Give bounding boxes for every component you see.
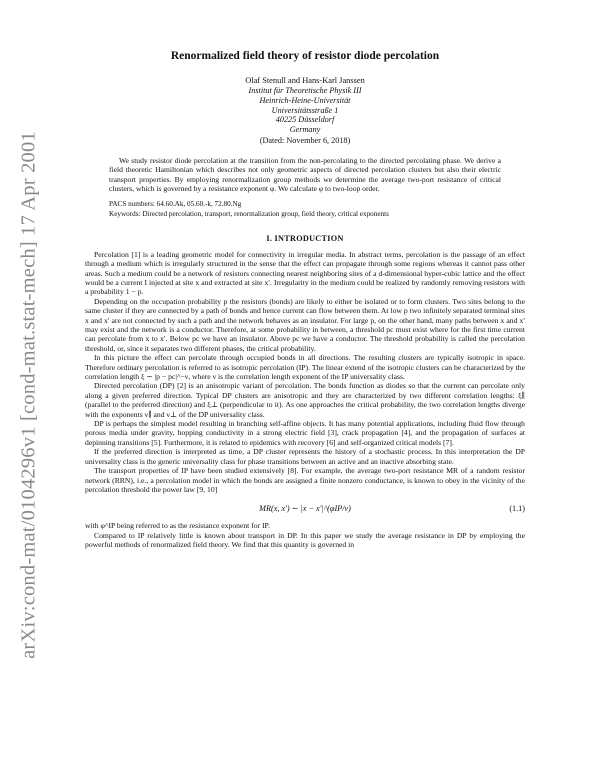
- body-paragraph: DP is perhaps the simplest model resulting in branching self-affine objects. It has many potential applications, including fluid flow through porous media under gravity, hopping conductivity in a strong electric field [3], crack propagation [4], and the propagation of surfaces at depinning transitions [5]. Furthermore, it is related to epidemics with recovery [6] and self-organized critical models [7].: [85, 419, 525, 447]
- affiliation-line: Institut für Theoretische Physik III: [248, 86, 362, 95]
- paper-date: (Dated: November 6, 2018): [259, 135, 351, 145]
- affiliation-line: Germany: [289, 125, 321, 135]
- section-heading: I. INTRODUCTION: [266, 233, 344, 243]
- equation-1-1: [85, 502, 525, 514]
- equation-body: MR(x, x′) ∼ |x − x′|^(φIP/ν): [259, 504, 351, 514]
- affiliation-line: Heinrich-Heine-Universität: [259, 95, 351, 105]
- body-paragraph: Depending on the occupation probability p the resistors (bonds) are likely to either be isolated or to form clusters. Two sites belong to the same cluster if they are connected by a path of bonds and hence current can flow between them. At low p two infinitely separated terminal sites x and x′ are not connected by such a path and the network behaves as an insulator. For large p, on the other hand, many paths between x and x′ may exist and the network is a conductor. Therefore, at some probability in between, a threshold pc must exist where for the first time current can percolate from x to x′. Below pc we have an insulator. Above pc we have a conductor. The threshold probability is called the percolation threshold, or, since it separates two different phases, the critical probability.: [85, 296, 525, 353]
- pacs-numbers: PACS numbers: 64.60.Ak, 05.60.-k, 72.80.Ng: [109, 200, 242, 209]
- body-paragraph: Compared to IP relatively little is known about transport in DP. In this paper we study the average resistance in DP by employing the powerful methods of renormalized field theory. We find that this quantity is governed in: [85, 530, 525, 550]
- arxiv-sidebar: [8, 85, 50, 705]
- body-paragraph: with φ^IP being referred to as the resistance exponent for IP.: [85, 521, 270, 531]
- paper-content: [85, 50, 525, 550]
- body-paragraph: The transport properties of IP have been studied extensively [8]. For example, the average two-port resistance MR of a random resistor network (RRN), i.e., a percolation model in which the bonds are assigned a finite nonzero conductance, is known to obey in the vicinity of the percolation threshold the power law [9, 10]: [85, 466, 525, 494]
- affiliation-line: 40225 Düsseldorf: [275, 115, 335, 125]
- affiliation-block: [85, 86, 525, 135]
- keywords: Keywords: Directed percolation, transport, renormalization group, field theory, critical exponents: [109, 209, 389, 218]
- abstract: We study resistor diode percolation at the transition from the non-percolating to the directed percolating phase. We derive a field theoretic Hamiltonian which describes not only geometric aspects of directed percolation clusters but also their electric transport properties. By employing renormalization group methods we determine the average two-port resistance of critical clusters, which is governed by a resistance exponent φ. We calculate φ to two-loop order.: [109, 155, 501, 193]
- equation-number: (1.1): [509, 503, 525, 513]
- body-paragraph: If the preferred direction is interpreted as time, a DP cluster represents the history of a stochastic process. In this interpretation the DP universality class is the generic universality class for phase transitions between an active and an inactive absorbing state.: [85, 447, 525, 466]
- body-paragraph: In this picture the effect can percolate through occupied bonds in all directions. The resulting clusters are typically isotropic in space. Therefore ordinary percolation is referred to as isotropic percolation (IP). The linear extend of the isotropic clusters can be characterized by the correlation length ξ ∼ |p − pc|^−ν, where ν is the correlation length exponent of the IP universality class.: [85, 353, 525, 382]
- author-list: Olaf Stenull and Hans-Karl Janssen: [245, 76, 365, 85]
- affiliation-line: Universitätsstraße 1: [271, 105, 339, 115]
- body-paragraph: Directed percolation (DP) [2] is an anisotropic variant of percolation. The bonds function as diodes so that the current can percolate only along a given preferred direction. Typical DP clusters are anisotropic and they are characterized by two different correlation lengths: ξ∥ (parallel to the preferred direction) and ξ⊥ (perpendicular to it). As one approaches the critical probability, the two correlation lengths diverge with the exponents ν∥ and ν⊥ of the DP universality class.: [85, 381, 525, 419]
- body-paragraph: Percolation [1] is a leading geometric model for connectivity in irregular media. In abstract terms, percolation is the passage of an effect through a medium which is irregularly structured in the sense that the effect can propagate through some regions whereas it cannot pass other areas. Such a medium could be a network of resistors connecting nearest neighboring sites of a d-dimensional hyper-cubic lattice and the effect would be a current I injected at site x and extracted at site x′. Irregularity in the medium could be realized by randomly removing resistors with a probability 1 − p.: [85, 249, 525, 297]
- paper-title: Renormalized field theory of resistor diode percolation: [170, 50, 440, 62]
- arxiv-identifier: arXiv:cond-mat/0104296v1 [cond-mat.stat-mech] 17 Apr 2001: [17, 131, 40, 659]
